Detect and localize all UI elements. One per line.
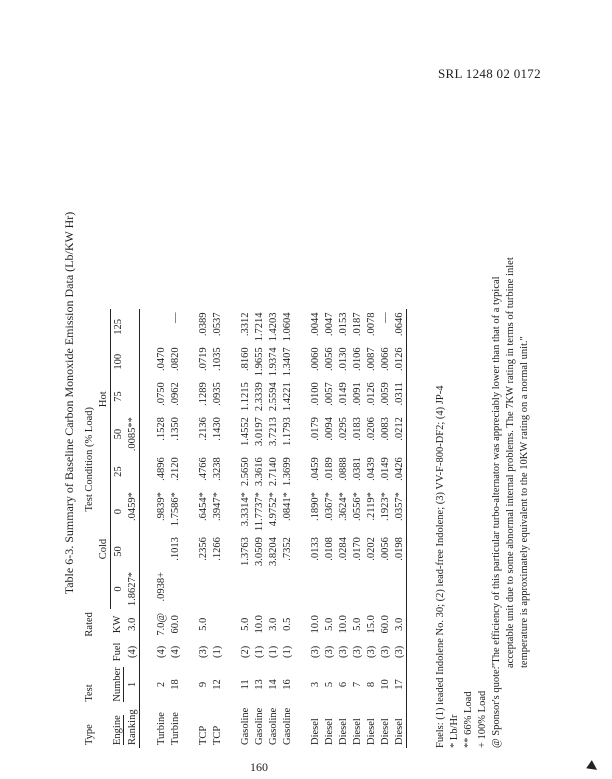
table-cell: .1430 [211, 417, 223, 441]
table-cell: .0202 [365, 537, 377, 561]
table-body [125, 309, 407, 748]
table-cell: .0130 [337, 347, 349, 371]
header-hot-load: 125 [112, 319, 124, 335]
table-cell: (4) [125, 640, 140, 665]
table-cell: — [379, 312, 391, 323]
table-cell: (1) [211, 645, 223, 659]
table-cell [125, 379, 140, 414]
table-cell: 10.0 [253, 615, 265, 634]
table-cell: 3.0197 [253, 417, 265, 446]
table-cell: 10 [379, 679, 391, 690]
table-cell [350, 569, 364, 609]
header-cold-load: 50 [112, 546, 124, 557]
table-cell [322, 569, 336, 609]
engine-cell: Turbine [155, 712, 167, 745]
header-engine: Engine [112, 715, 124, 745]
table-row [336, 309, 350, 748]
table-cell: .0085** [125, 414, 140, 454]
header-hot-load: 100 [112, 353, 124, 370]
page-id: SRL 1248 02 0172 [438, 66, 541, 81]
table-cell: 1.3763 [239, 537, 251, 566]
quote-marker: @ Sponsor's quote: [491, 666, 502, 748]
table-cell: .0091 [351, 382, 363, 406]
table-cell: 5.0 [351, 617, 363, 631]
table-cell: .0056 [379, 537, 391, 561]
table-cell: .0719 [197, 347, 209, 371]
table-cell [154, 309, 168, 344]
table-cell: .0057 [323, 382, 335, 406]
group-spacer [224, 309, 238, 748]
table-row [238, 309, 252, 748]
table-cell [196, 569, 210, 609]
emission-table [82, 309, 407, 748]
table-cell: 1.1793 [281, 417, 293, 446]
table-cell: 1.4203 [267, 312, 279, 342]
header-hot-load: 25 [112, 466, 124, 477]
footnote-sponsor-quote [490, 58, 532, 748]
engine-cell: Gasoline [239, 707, 251, 745]
table-cell: .0212 [392, 414, 407, 454]
table-cell: .0187 [351, 312, 363, 337]
page-number: 160 [250, 760, 268, 774]
table-cell: 1.7586* [169, 492, 181, 527]
table-row [210, 309, 224, 748]
table-cell: .0206 [365, 417, 377, 441]
table-cell: .4766 [197, 457, 209, 481]
table-cell: .0556* [351, 492, 363, 521]
table-cell: 14 [267, 679, 279, 690]
table-cell: .0295 [337, 417, 349, 441]
table-cell: .0888 [337, 457, 349, 481]
table-cell: .2119* [365, 492, 377, 521]
table-cell: .0100 [309, 382, 321, 406]
table-cell: 7 [351, 681, 363, 688]
engine-cell: TCP [197, 725, 209, 745]
engine-cell: Diesel [365, 718, 377, 745]
table-cell: .0459* [125, 489, 140, 534]
table-cell: .0106 [351, 347, 363, 371]
table-cell: 6 [337, 681, 349, 688]
table-cell [154, 534, 168, 569]
table-cell [336, 569, 350, 609]
table-cell: .2136 [197, 417, 209, 441]
table-cell: 1.3407 [281, 347, 293, 377]
engine-cell: Gasoline [267, 707, 279, 745]
engine-cell: Diesel [309, 718, 321, 745]
table-row [154, 309, 168, 748]
table-cell: .0183 [351, 417, 363, 441]
engine-cell: Gasoline [281, 707, 293, 745]
table-cell: .0060 [309, 347, 321, 371]
table-cell: 4.9752* [267, 492, 279, 527]
table-cell: .0149 [379, 457, 391, 481]
table-row [252, 309, 266, 748]
table-cell: .3238 [211, 457, 223, 481]
table-cell: .0357* [392, 489, 407, 534]
table-cell: 3 [309, 681, 321, 688]
table-cell: .7352 [281, 537, 293, 561]
table-row [266, 309, 280, 748]
table-cell: 60.0 [169, 615, 181, 634]
table-cell: 3.8204 [267, 537, 279, 566]
table-cell: .1266 [211, 537, 223, 561]
table-cell: 15.0 [365, 615, 377, 634]
table-cell: .0962 [169, 382, 181, 406]
table-cell: 2 [155, 681, 167, 688]
table-cell [168, 569, 182, 609]
table-cell: — [169, 312, 181, 323]
quote-text: "The efficiency of this particular turbo-alternator was appreciably lower than that of a typical acceptable unit due to some abnormal internal problems. The 7KW rating in terms of turbine inlet temperature is approximately equivalent to the 10KW rating on a normal unit." [491, 257, 530, 668]
table-cell: 3.0 [267, 617, 279, 631]
rotated-table-block [62, 58, 532, 748]
table-cell: .2356 [197, 537, 209, 561]
table-cell: 7.0@ [155, 612, 167, 636]
table-cell: .0126 [365, 382, 377, 406]
table-cell: .0133 [309, 537, 321, 561]
table-cell: .0367* [323, 492, 335, 521]
table-row [196, 309, 210, 748]
table-cell: 11 [239, 679, 251, 690]
header-cold-load: 0 [112, 586, 124, 592]
table-cell: .0179 [309, 417, 321, 441]
table-cell: .0646 [392, 309, 407, 344]
table-cell: .1350 [169, 417, 181, 441]
table-cell [125, 344, 140, 379]
table-cell [238, 569, 252, 609]
table-cell: 5 [323, 681, 335, 688]
table-cell: .0059 [379, 382, 391, 406]
table-cell [252, 569, 266, 609]
table-cell: 3.0 [392, 609, 407, 640]
engine-cell: Turbine [169, 712, 181, 745]
header-cold: Cold [96, 489, 111, 609]
table-cell: .2120 [169, 457, 181, 481]
table-row [322, 309, 336, 748]
engine-cell: Diesel [323, 718, 335, 745]
table-cell [364, 569, 378, 609]
table-cell: 3.3314* [239, 492, 251, 527]
table-cell: 5.0 [197, 617, 209, 631]
footnote-double-star: ** 66% Load [463, 691, 474, 748]
table-cell: 5.0 [239, 617, 251, 631]
table-cell: (3) [379, 645, 391, 659]
corner-mark-icon [586, 760, 600, 774]
table-cell [266, 569, 280, 609]
table-cell: 10.0 [337, 615, 349, 634]
header-rated: Rated [83, 612, 95, 637]
table-cell [125, 534, 140, 569]
table-row [350, 309, 364, 748]
header-cold-load: 0 [112, 508, 124, 515]
table-cell [308, 569, 322, 609]
table-cell: (1) [267, 645, 279, 659]
footnote-plus: + 100% Load [477, 690, 488, 748]
table-cell: .0094 [323, 417, 335, 441]
table-cell: .0750 [155, 382, 167, 406]
table-cell: .8160 [239, 347, 251, 371]
table-cell: .0078 [365, 312, 377, 337]
table-cell: 1.7214 [253, 312, 265, 342]
engine-cell: TCP [211, 725, 223, 745]
table-cell: .0083 [379, 417, 391, 441]
table-cell: (2) [239, 645, 251, 659]
table-cell: .0066 [379, 347, 391, 371]
table-cell: (3) [197, 645, 209, 659]
table-cell [378, 569, 392, 609]
table-cell: .3947* [211, 492, 223, 521]
header-test-condition: Test Condition (% Load) [83, 407, 95, 512]
table-cell: 0.5 [281, 617, 293, 631]
table-cell: 3.0 [125, 609, 140, 640]
table-row [280, 309, 294, 748]
table-cell: (3) [309, 645, 321, 659]
table-row [364, 309, 378, 748]
table-cell: 1.4552 [239, 417, 251, 446]
table-cell: 2.5594 [267, 382, 279, 412]
group-spacer [140, 309, 155, 748]
table-cell: .0149 [337, 382, 349, 406]
table-cell: 2.7140 [267, 457, 279, 487]
table-cell: .0108 [323, 537, 335, 561]
table-cell: .0537 [211, 312, 223, 337]
table-cell: .0189 [323, 457, 335, 481]
table-cell: .6454* [197, 492, 209, 521]
table-cell: .3624* [337, 492, 349, 521]
table-cell: 5.0 [323, 617, 335, 631]
table-cell: .1890* [309, 492, 321, 521]
table-row [125, 309, 140, 748]
table-cell: .1013 [169, 537, 181, 561]
table-cell [125, 454, 140, 489]
table-cell: 1 [125, 664, 140, 704]
table-cell: .1289 [197, 382, 209, 406]
table-cell: 1.4221 [281, 382, 293, 412]
table-cell: .0153 [337, 312, 349, 337]
table-cell: .0439 [365, 457, 377, 481]
table-cell: .0820 [169, 347, 181, 371]
table-cell [125, 309, 140, 344]
table-cell: 2.5650 [239, 457, 251, 487]
header-hot: Hot [96, 309, 111, 489]
table-cell: 1.9655 [253, 347, 265, 377]
group-spacer [294, 309, 308, 748]
table-cell: 11.7737* [253, 492, 265, 532]
table-row [392, 309, 407, 748]
table-cell: (3) [351, 645, 363, 659]
table-cell: .4896 [155, 457, 167, 481]
header-kw: KW [112, 615, 124, 634]
table-cell: 60.0 [379, 615, 391, 634]
engine-cell: Diesel [337, 718, 349, 745]
table-cell: .0044 [309, 312, 321, 337]
table-cell: .9839* [155, 492, 167, 521]
table-cell: .0284 [337, 537, 349, 561]
table-cell: .0381 [351, 457, 363, 481]
table-cell: 3.3616 [253, 457, 265, 487]
group-spacer [182, 309, 196, 748]
table-cell: .0389 [197, 312, 209, 337]
table-cell: 1.9374 [267, 347, 279, 377]
table-cell: 1.3699 [281, 457, 293, 487]
table-row [378, 309, 392, 748]
table-cell: .0841* [281, 492, 293, 521]
header-type: Type [83, 724, 95, 745]
table-cell: .3312 [239, 312, 251, 337]
table-cell: 3.7213 [267, 417, 279, 446]
table-row [308, 309, 322, 748]
table-cell: (3) [392, 640, 407, 665]
table-cell: 1.0604 [281, 312, 293, 342]
table-cell: 18 [169, 679, 181, 690]
table-cell: (3) [323, 645, 335, 659]
table-caption: Table 6-3. Summary of Baseline Carbon Monoxide Emission Data (Lb/KW Hr) [62, 211, 76, 595]
table-cell: 12 [211, 679, 223, 690]
table-cell: .0198 [392, 534, 407, 569]
table-cell: .0087 [365, 347, 377, 371]
header-fuel: Fuel [112, 642, 124, 662]
table-cell: 1.1215 [239, 382, 251, 412]
engine-cell: Diesel [379, 718, 391, 745]
table-cell: (4) [169, 645, 181, 659]
table-cell: .0470 [155, 347, 167, 371]
table-cell: 16 [281, 679, 293, 690]
table-cell: 1.8627* [125, 569, 140, 609]
engine-cell: Gasoline [253, 707, 265, 745]
header-hot-load: 75 [112, 391, 124, 402]
table-cell [210, 569, 224, 609]
table-cell: .0311 [392, 379, 407, 414]
table-cell: .0459 [309, 457, 321, 481]
table-cell: .0935 [211, 382, 223, 406]
table-cell: 3.0509 [253, 537, 265, 566]
table-cell: 8 [365, 681, 377, 688]
footnotes [434, 58, 532, 748]
table-cell: (1) [253, 645, 265, 659]
table-cell [392, 569, 407, 609]
table-cell: .0047 [323, 312, 335, 337]
table-cell: (1) [281, 645, 293, 659]
footnote-star: * Lb/Hr [449, 714, 460, 748]
header-number: Number [112, 667, 124, 702]
table-cell: 13 [253, 679, 265, 690]
table-cell: .1528 [155, 417, 167, 441]
engine-cell: Diesel [351, 718, 363, 745]
table-cell: (4) [155, 645, 167, 659]
table-cell: .0126 [392, 344, 407, 379]
table-row [168, 309, 182, 748]
table-cell: .0170 [351, 537, 363, 561]
table-cell: .1923* [379, 492, 391, 521]
table-cell: (3) [337, 645, 349, 659]
engine-cell: Ranking [125, 705, 140, 748]
engine-cell: Diesel [392, 705, 407, 748]
header-test: Test [83, 684, 95, 702]
table-cell: 10.0 [309, 615, 321, 634]
table-cell [210, 609, 224, 640]
table-cell: 17 [392, 664, 407, 704]
table-cell: .1035 [211, 347, 223, 371]
table-cell: .0056 [323, 347, 335, 371]
table-cell [280, 569, 294, 609]
table-cell: .0938+ [155, 571, 167, 602]
header-hot-load: 50 [112, 428, 124, 440]
footnote-fuels: Fuels: (1) leaded Indolene No. 30; (2) lead-free Indolene; (3) VV-F-800-DF2; (4) JP-4 [435, 385, 446, 748]
table-cell: 2.3339 [253, 382, 265, 412]
table-cell: (3) [365, 645, 377, 659]
table-cell: .0426 [392, 454, 407, 489]
table-cell: 9 [197, 681, 209, 688]
